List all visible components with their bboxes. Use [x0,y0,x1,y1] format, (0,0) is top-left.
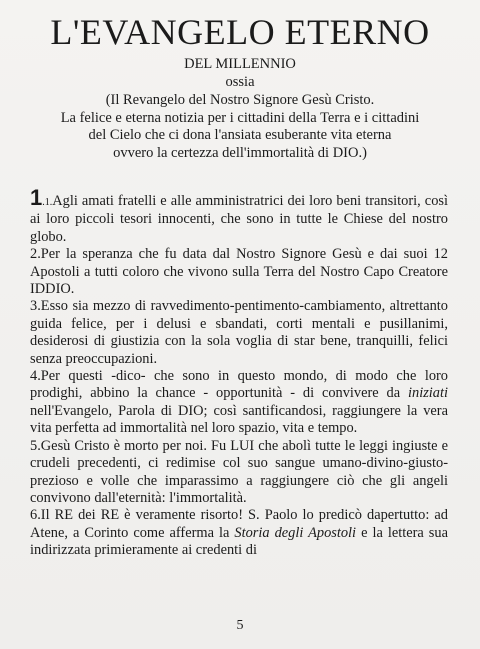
paragraph-5: 5.Gesù Cristo è morto per noi. Fu LUI che abolì tutte le leggi ingiuste e crudeli precedenti, ci redimise col suo sangue umano-divino-giusto-prezioso e volle che imparassimo a raggiungere ciò che gli angeli convivono dall'eternità: l'immortalità. [30,437,448,506]
italic-term: iniziati [408,385,448,402]
intro-line: La felice e eterna notizia per i cittadini della Terra e i cittadini [60,109,420,126]
verse-number-small: .1. [42,197,53,208]
paragraph-3: 3.Esso sia mezzo di ravvedimento-pentimento-cambiamento, altrettanto guida felice, per i delusi e sbandati, corti mentali e pusillanimi, desiderosi di giustizia con la sola voglia di star bene, tranquilli, felici senza preoccupazioni. [30,298,448,367]
ossia-line: ossia [225,74,255,90]
paragraph-text: 6.Il RE dei RE è veramente risorto! S. Paolo lo predicò dapertutto: ad Atene, a Corinto come afferma la [30,507,448,541]
italic-title: Storia degli Apostoli [234,524,357,541]
intro-line: ovvero la certezza dell'immortalità di DIO.) [113,144,367,161]
paragraph-text: Agli amati fratelli e alle amministratrici dei loro beni transitori, così ai loro piccoli tesori innocenti, che sono in tutte le Chiese del nostro globo. [30,193,448,245]
paragraph-6 [30,507,448,559]
paragraph-2: 2.Per la speranza che fu data dal Nostro Signore Gesù e dai suoi 12 Apostoli a tutti coloro che vivono sulla Terra del Nostro Capo Creatore IDDIO. [30,246,448,298]
paragraph-4 [30,368,448,438]
page-number: 5 [236,618,244,633]
page-title: L'EVANGELO ETERNO [50,12,430,52]
body-text [30,185,448,560]
intro-line: (Il Revangelo del Nostro Signore Gesù Cristo. [105,92,375,108]
paragraph-1 [30,185,448,246]
paragraph-text: 4.Per questi -dico- che sono in questo mondo, di modo che loro prodighi, abbino la chance - opportunità - di convivere da [30,368,448,402]
intro-block [30,92,450,162]
subtitle: DEL MILLENNIO [184,56,296,72]
verse-number-large: 1 [30,185,43,210]
intro-line: del Cielo che ci dona l'ansiata esuberante vita eterna [88,127,392,143]
paragraph-text: e la lettera sua indirizzata primieramente ai credenti di [30,524,448,559]
paragraph-text: nell'Evangelo, Parola di DIO; così santificandosi, raggiungere la vera vita perfetta ad immortalità nel loro spazio, vita e tempo. [30,402,448,437]
